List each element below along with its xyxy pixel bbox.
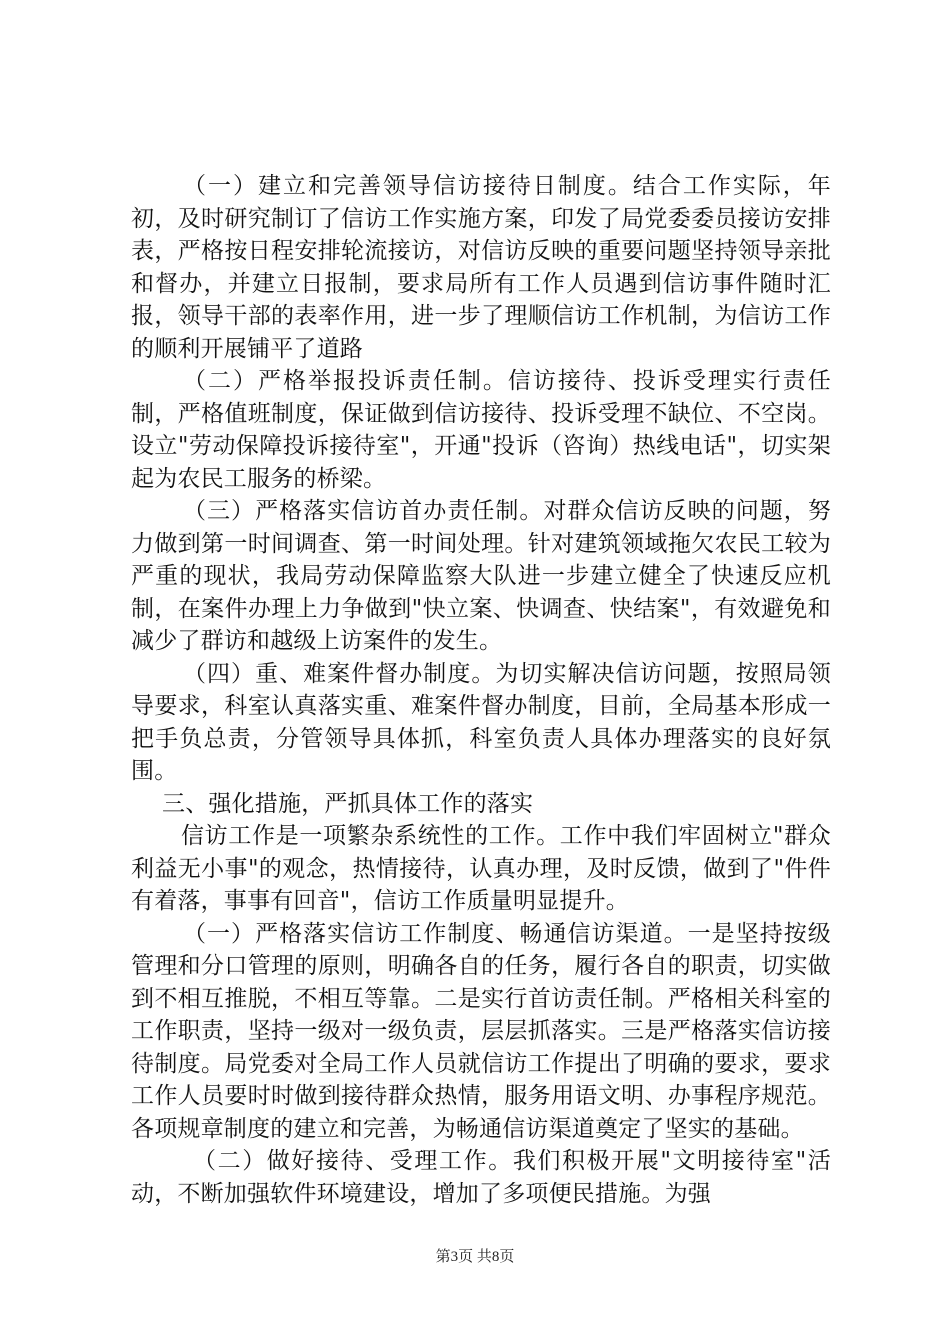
paragraph-difficult-case-supervision: （四）重、难案件督办制度。为切实解决信访问题，按照局领导要求，科室认真落实重、难案件督办制度，目前，全局基本形成一把手负总责，分管领导具体抓，科室负责人具体办理落实的良好氛围。 <box>131 660 831 784</box>
paragraph-reception-work: （二）做好接待、受理工作。我们积极开展"文明接待室"活动，不断加强软件环境建设，增加了多项便民措施。为强 <box>131 1148 831 1207</box>
paragraph-system-and-channels: （一）严格落实信访工作制度、畅通信访渠道。一是坚持按级管理和分口管理的原则，明确各自的任务，履行各自的职责，切实做到不相互推脱，不相互等靠。二是实行首访责任制。严格相关科室的工作职责，坚持一级对一级负责，层层抓落实。三是严格落实信访接待制度。局党委对全局工作人员就信访工作提出了明确的要求，要求工作人员要时时做到接待群众热情，服务用语文明、办事程序规范。各项规章制度的建立和完善，为畅通信访渠道奠定了坚实的基础。 <box>131 920 831 1142</box>
section-heading-three: 三、强化措施，严抓具体工作的落实 <box>162 790 534 817</box>
paragraph-first-handling-responsibility: （三）严格落实信访首办责任制。对群众信访反映的问题，努力做到第一时间调查、第一时间处理。针对建筑领域拖欠农民工较为严重的现状，我局劳动保障监察大队进一步建立健全了快速反应机制，在案件办理上力争做到"快立案、快调查、快结案"，有效避免和减少了群访和越级上访案件的发生。 <box>131 498 831 654</box>
paragraph-leadership-reception-day: （一）建立和完善领导信访接待日制度。结合工作实际，年初，及时研究制订了信访工作实施方案，印发了局党委委员接访安排表，严格按日程安排轮流接访，对信访反映的重要问题坚持领导亲批和督办，并建立日报制，要求局所有工作人员遇到信访事件随时汇报，领导干部的表率作用，进一步了理顺信访工作机制，为信访工作的顺利开展铺平了道路 <box>131 173 831 362</box>
paragraph-section-intro: 信访工作是一项繁杂系统性的工作。工作中我们牢固树立"群众利益无小事"的观念，热情接待，认真办理，及时反馈，做到了"件件有着落，事事有回音"，信访工作质量明显提升。 <box>131 823 831 914</box>
document-body <box>131 170 831 1210</box>
page-number-footer: 第3页 共8页 <box>435 1249 515 1265</box>
paragraph-complaint-responsibility: （二）严格举报投诉责任制。信访接待、投诉受理实行责任制，严格值班制度，保证做到信访接待、投诉受理不缺位、不空岗。设立"劳动保障投诉接待室"，开通"投诉（咨询）热线电话"，切实架起为农民工服务的桥梁。 <box>131 368 831 492</box>
